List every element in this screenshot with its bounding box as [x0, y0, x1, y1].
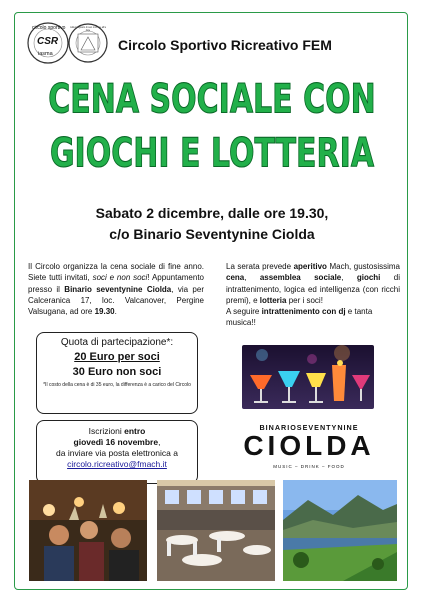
party-photo — [29, 480, 147, 581]
restaurant-photo — [157, 480, 275, 581]
registration-box — [36, 420, 198, 484]
program-giochi: giochi — [356, 273, 381, 283]
program-aperitivo: aperitivo — [293, 262, 327, 271]
intro-time: 19.30 — [94, 307, 115, 317]
program-paragraph — [226, 261, 400, 329]
event-venue: c/o Binario Seventynine Ciolda — [109, 226, 315, 242]
price-box — [36, 332, 198, 414]
headline-line2: GIOCHI E LOTTERIA — [49, 129, 375, 178]
intro-text-7: . — [114, 307, 117, 317]
intro-paragraph — [28, 261, 204, 317]
intro-text-soci: soci e non soci — [92, 273, 148, 283]
brand-tagline: MUSIC – DRINK – FOOD — [273, 464, 345, 469]
headline-line1: CENA SOCIALE CON — [48, 75, 376, 124]
registration-line2 — [37, 437, 197, 448]
program-dj: intrattenimento con dj — [261, 307, 346, 317]
program-t14: e tanta musica!! — [226, 307, 373, 328]
registration-line3: da inviare via posta elettronica a — [56, 448, 178, 458]
cocktails-image — [242, 345, 374, 409]
program-t11: per i soci! — [286, 295, 323, 305]
club-logo — [26, 20, 108, 66]
registration-email-line — [37, 459, 197, 470]
program-followup — [226, 306, 400, 329]
brand-name: CIOLDA — [243, 430, 375, 461]
program-text — [226, 261, 400, 306]
registration-t1: Iscrizioni — [88, 426, 125, 436]
price-title: Quota di partecipazione*: — [60, 337, 174, 348]
registration-t3: , — [158, 437, 161, 447]
registration-line1 — [37, 426, 197, 437]
logo-text-sport: circolo sportivo — [32, 25, 66, 31]
program-t5: , — [244, 273, 260, 283]
registration-entro: entro — [124, 426, 146, 436]
landscape-photo — [283, 480, 397, 581]
price-non-members: 30 Euro non soci — [72, 366, 162, 378]
program-assemblea: assemblea sociale — [259, 273, 342, 283]
registration-email-link[interactable]: circolo.ricreativo@fmach.it — [67, 459, 167, 469]
program-t1: La serata prevede — [226, 262, 294, 271]
program-lotteria: lotteria — [259, 295, 287, 305]
program-t9: di intrattenimento, logica ed intelligenza (con ricchi premi), e — [226, 273, 400, 305]
price-note: *Il costo della cena è di 35 euro, la differenza è a carico del Circolo — [43, 382, 191, 388]
registration-deadline: giovedì 16 novembre — [73, 437, 159, 447]
program-cena: cena — [226, 273, 245, 283]
price-members: 20 Euro per soci — [74, 351, 160, 363]
event-date-time: Sabato 2 dicembre, dalle ore 19.30, — [95, 205, 329, 221]
intro-venue-name: Binario seventynine Ciolda — [64, 284, 172, 294]
program-t3: Mach, gustosissima — [326, 262, 400, 271]
logo-text-ring: istituto agrario di san michele all'adige — [70, 26, 106, 32]
program-t7: , — [341, 273, 357, 283]
intro-text-3: ! Appuntamento presso il — [28, 273, 205, 294]
program-t12: A seguire — [226, 307, 262, 317]
intro-text-1: Il Circolo organizza la cena sociale di fine anno. Siete tutti invitati, — [28, 262, 204, 283]
logo-text-initials: CSR — [37, 36, 59, 47]
logo-text-iasma: iasma — [38, 51, 53, 57]
intro-text-5: , via per Calceranica 17, loc. Valcanover, Pergine Valsugana, ad ore — [28, 284, 204, 317]
brand-top: BINARIOSEVENTYNINE — [259, 423, 359, 432]
org-name: Circolo Sportivo Ricreativo FEM — [118, 37, 332, 53]
